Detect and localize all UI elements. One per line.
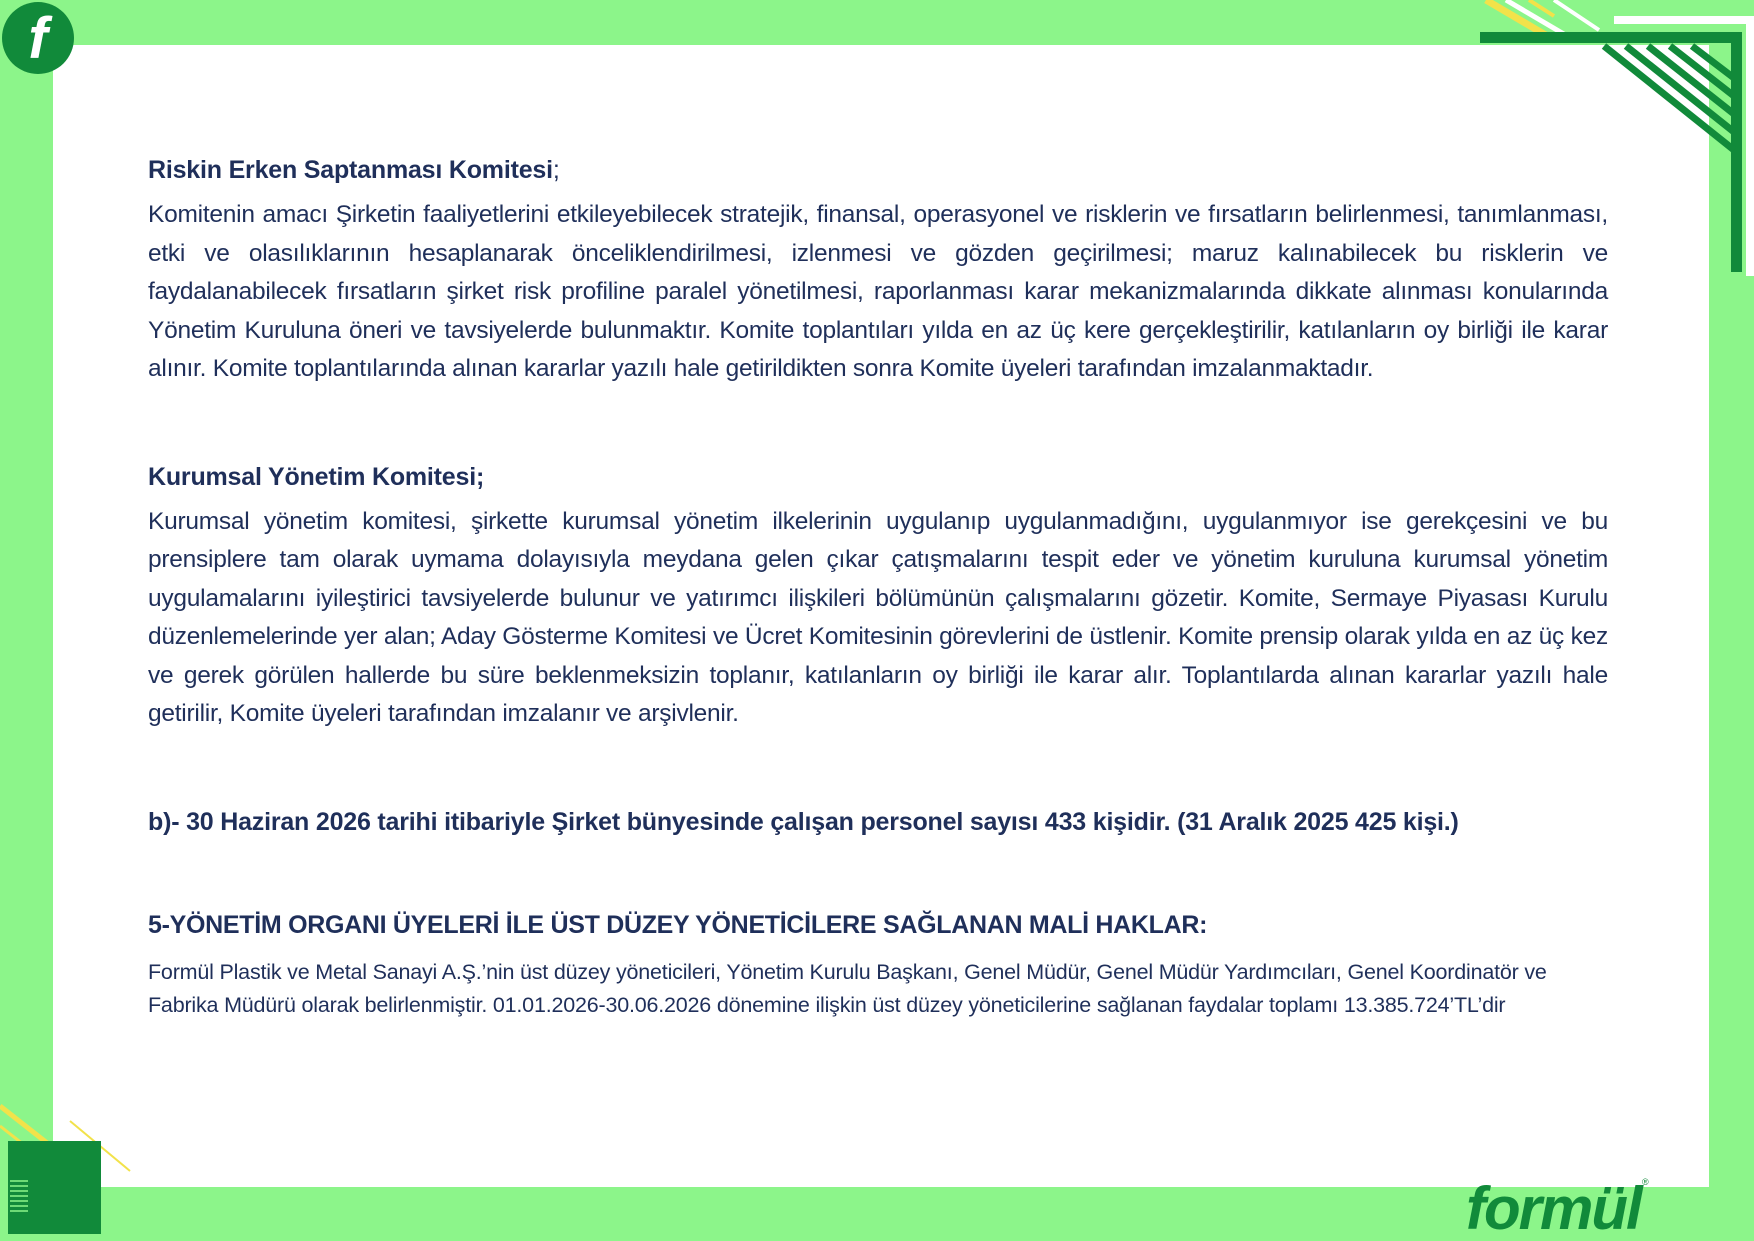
- risk-committee-paragraph: Komitenin amacı Şirketin faaliyetlerini etkileyebilecek stratejik, finansal, operasyonel ve risklerin ve fırsatların belirlenmesi, tanımlanması, etki ve olasılıklarının hesaplanarak önceliklendirilmesi, izlenmesi ve gözden geçirilmesi; maruz kalınabilecek bu risklerin ve faydalanabilecek fırsatların şirket risk profiline paralel yönetilmesi, raporlanması karar mekanizmalarında dikkate alınması konularında Yönetim Kuruluna öneri ve tavsiyelerde bulunmaktır. Komite toplantıları yılda en az üç kere gerçekleştirilir, katılanların oy birliği ile karar alınır. Komite toplantılarında alınan kararlar yazılı hale getirildikten sonra Komite üyeleri tarafından imzalanmaktadır.: [148, 201, 1608, 382]
- governance-committee-heading: Kurumsal Yönetim Komitesi;: [148, 462, 485, 491]
- financial-rights-paragraph: Formül Plastik ve Metal Sanayi A.Ş.’nin üst düzey yöneticileri, Yönetim Kurulu Başkanı, Genel Müdür, Genel Müdür Yardımcıları, Genel Koordinatör ve Fabrika Müdürü olarak belirlenmiştir. 01.01.2026-30.06.2026 dönemine ilişkin üst düzey yöneticilerine sağlanan faydalar toplamı 13.385.724’TL’dir: [148, 959, 1547, 1017]
- svg-text:formül: formül: [1466, 1175, 1641, 1235]
- svg-text:®: ®: [1642, 1177, 1649, 1187]
- staff-count-note: b)- 30 Haziran 2026 tarihi itibariyle Şirket bünyesinde çalışan personel sayısı 433 kişidir. (31 Aralık 2025 425 kişi.): [148, 807, 1459, 836]
- document-body: [148, 150, 1608, 1022]
- svg-text:f: f: [28, 6, 48, 71]
- bottom-left-decoration: [0, 1041, 140, 1241]
- formul-f-logo-icon: [0, 0, 80, 80]
- financial-rights-title: 5-YÖNETİM ORGANI ÜYELERİ İLE ÜST DÜZEY YÖNETİCİLERE SAĞLANAN MALİ HAKLAR:: [148, 910, 1208, 939]
- formul-wordmark-logo: [1464, 1173, 1654, 1235]
- governance-committee-paragraph: Kurumsal yönetim komitesi, şirkette kurumsal yönetim ilkelerinin uygulanıp uygulanmadığını, uygulanmıyor ise gerekçesini ve bu prensiplere tam olarak uymama dolayısıyla meydana gelen çıkar çatışmalarını tespit eder ve yönetim kuruluna kurumsal yönetim uygulamalarını iyileştirici tavsiyelerde bulunur ve yatırımcı ilişkileri bölümünün çalışmalarını gözetir. Komite, Sermaye Piyasası Kurulu düzenlemelerinde yer alan; Aday Gösterme Komitesi ve Ücret Komitesinin görevlerini de üstlenir. Komite prensip olarak yılda en az üç kez ve gerek görülen hallerde bu süre beklenmeksizin toplanır, katılanların oy birliği ile karar alır. Toplantılarda alınan kararlar yazılı hale getirilir, Komite üyeleri tarafından imzalanır ve arşivlenir.: [148, 507, 1608, 727]
- risk-committee-heading: Riskin Erken Saptanması Komitesi;: [148, 156, 560, 184]
